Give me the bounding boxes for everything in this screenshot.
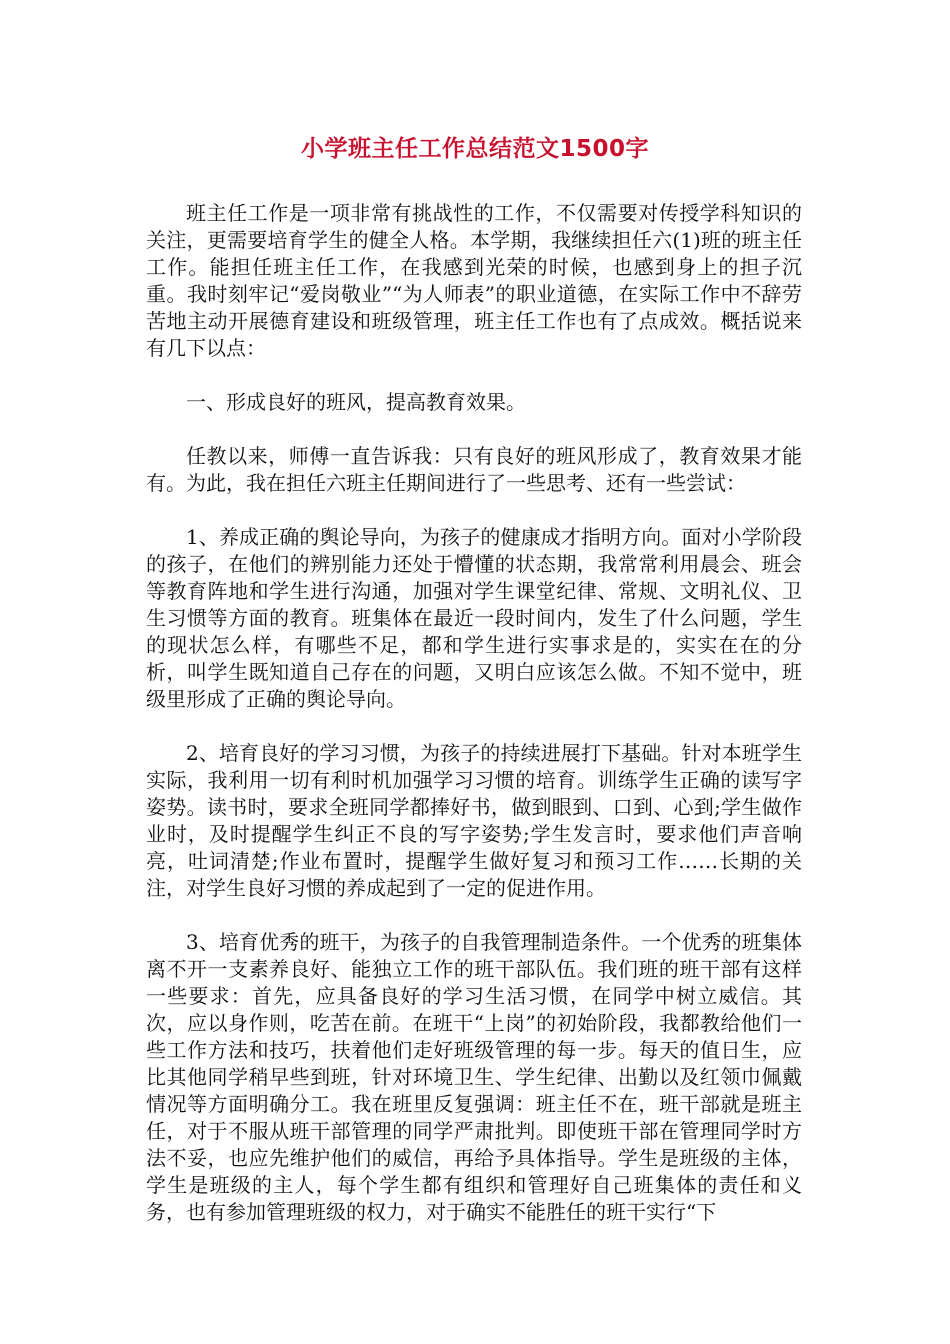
document-title: 小学班主任工作总结范文1500字 (300, 136, 649, 162)
paragraph-point-3: 3、培育优秀的班干，为孩子的自我管理制造条件。一个优秀的班集体离不开一支素养良好、能独立工作的班干部队伍。我们班的班干部有这样一些要求：首先，应具备良好的学习生活习惯，在同学中树立威信。其次，应以身作则，吃苦在前。在班干“上岗”的初始阶段，我都教给他们一些工作方法和技巧，扶着他们走好班级管理的每一步。每天的值日生，应比其他同学稍早些到班，针对环境卫生、学生纪律、出勤以及红领巾佩戴情况等方面明确分工。我在班里反复强调：班主任不在，班干部就是班主任，对于不服从班干部管理的同学严肃批判。即使班干部在管理同学时方法不妥，也应先维护他们的威信，再给予具体指导。学生是班级的主体，学生是班级的主人，每个学生都有组织和管理好自己班集体的责任和义务，也有参加管理班级的权力，对于确实不能胜任的班干实行“下 (146, 930, 802, 1224)
paragraph-intro: 班主任工作是一项非常有挑战性的工作，不仅需要对传授学科知识的关注，更需要培育学生的健全人格。本学期，我继续担任六(1)班的班主任工作。能担任班主任工作，在我感到光荣的时候，也感到身上的担子沉重。我时刻牢记“爱岗敬业”“为人师表”的职业道德，在实际工作中不辞劳苦地主动开展德育建设和班级管理，班主任工作也有了点成效。概括说来有几下以点： (146, 201, 802, 360)
paragraph-point-1: 1、养成正确的舆论导向，为孩子的健康成才指明方向。面对小学阶段的孩子，在他们的辨别能力还处于懵懂的状态期，我常常利用晨会、班会等教育阵地和学生进行沟通，加强对学生课堂纪律、常规、文明礼仪、卫生习惯等方面的教育。班集体在最近一段时间内，发生了什么问题，学生的现状怎么样，有哪些不足，都和学生进行实事求是的，实实在在的分析，叫学生既知道自己存在的问题，又明白应该怎么做。不知不觉中，班级里形成了正确的舆论导向。 (146, 525, 802, 711)
paragraph-section-intro: 任教以来，师傅一直告诉我：只有良好的班风形成了，教育效果才能有。为此，我在担任六班主任期间进行了一些思考、还有一些尝试： (146, 444, 802, 495)
paragraph-point-2: 2、培育良好的学习习惯，为孩子的持续进展打下基础。针对本班学生实际，我利用一切有利时机加强学习习惯的培育。训练学生正确的读写字姿势。读书时，要求全班同学都捧好书，做到眼到、口到、心到;学生做作业时，及时提醒学生纠正不良的写字姿势;学生发言时，要求他们声音响亮，吐词清楚;作业布置时，提醒学生做好复习和预习工作……长期的关注，对学生良好习惯的养成起到了一定的促进作用。 (146, 741, 802, 900)
document-body (146, 200, 802, 1253)
paragraph-section-heading: 一、形成良好的班风，提高教育效果。 (186, 390, 526, 414)
